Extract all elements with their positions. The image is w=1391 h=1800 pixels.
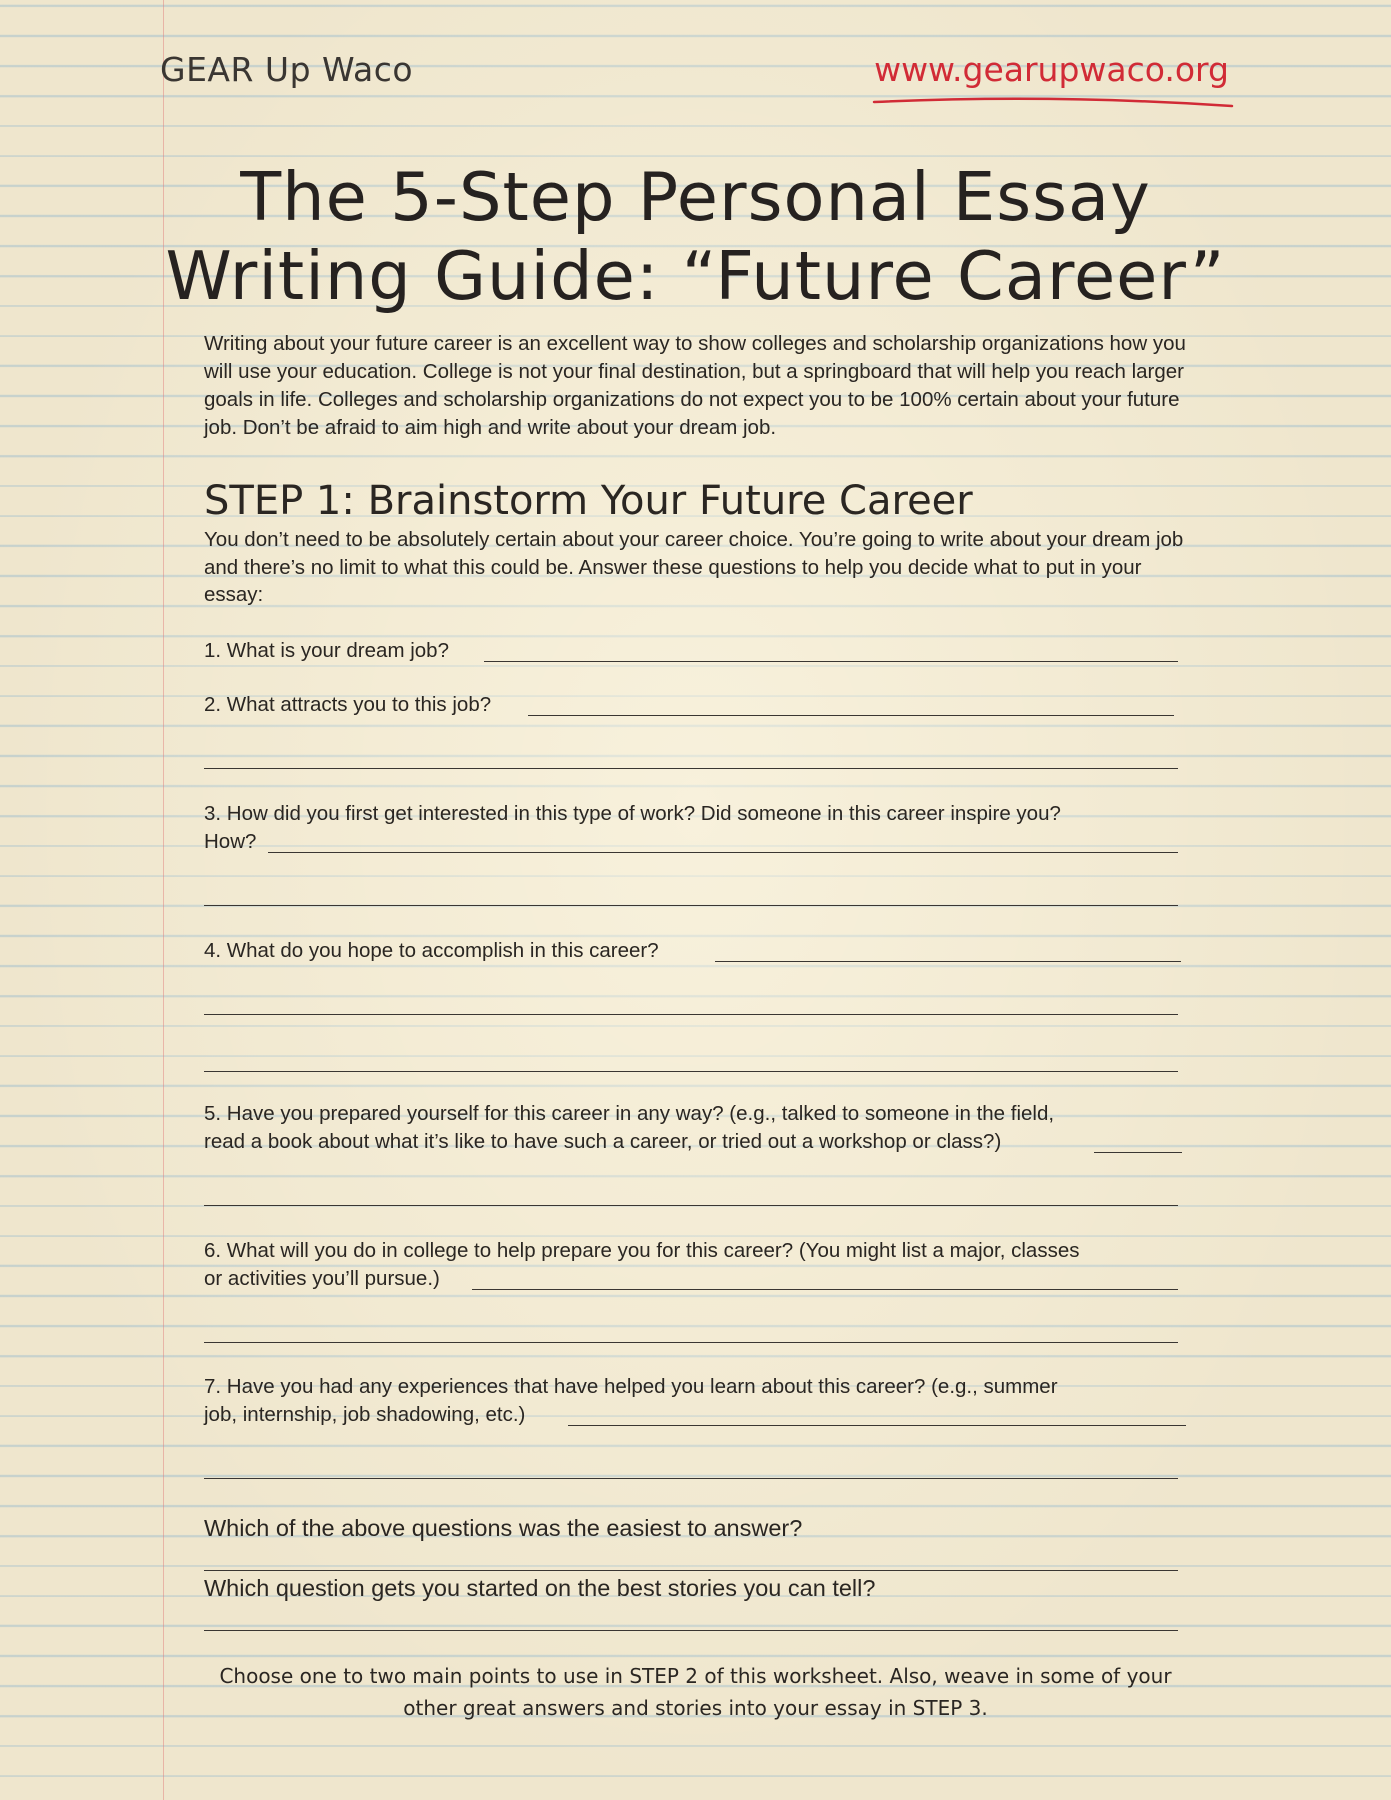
- summary-question-best-stories: Which question gets you started on the best stories you can tell?: [204, 1575, 876, 1601]
- question-4: 4. What do you hope to accomplish in this career?: [204, 939, 659, 962]
- footer-line-1: Choose one to two main points to use in STEP 2 of this worksheet. Also, weave in some of your: [219, 1664, 1172, 1688]
- question-6-line-1: 6. What will you do in college to help prepare you for this career? (You might list a major, classes: [204, 1239, 1080, 1262]
- answer-line-2b[interactable]: [204, 768, 1178, 769]
- answer-line-4b[interactable]: [204, 1014, 1178, 1015]
- question-6-line-2: or activities you’ll pursue.): [204, 1267, 440, 1290]
- step1-intro: You don’t need to be absolutely certain about your career choice. You’re going to write about your dream job and there’s no limit to what this could be. Answer these questions to help you decide what to put in your essay:: [204, 528, 1184, 606]
- answer-line-6b[interactable]: [204, 1342, 1178, 1343]
- answer-line-4a[interactable]: [715, 961, 1181, 962]
- answer-line-5a[interactable]: [1094, 1152, 1182, 1153]
- answer-line-7a[interactable]: [568, 1425, 1186, 1426]
- question-7-line-1: 7. Have you had any experiences that have helped you learn about this career? (e.g., summer: [204, 1375, 1058, 1398]
- answer-line-easiest[interactable]: [204, 1570, 1178, 1571]
- title-line-1: The 5-Step Personal Essay: [240, 158, 1151, 236]
- answer-line-5b[interactable]: [204, 1205, 1178, 1206]
- website-link[interactable]: www.gearupwaco.org: [874, 50, 1229, 89]
- question-5-line-1: 5. Have you prepared yourself for this career in any way? (e.g., talked to someone in the field,: [204, 1102, 1055, 1125]
- question-1: 1. What is your dream job?: [204, 639, 449, 662]
- summary-question-easiest: Which of the above questions was the easiest to answer?: [204, 1515, 803, 1541]
- question-7-line-2: job, internship, job shadowing, etc.): [204, 1403, 526, 1426]
- answer-line-1[interactable]: [484, 661, 1178, 662]
- title-line-2: Writing Guide: “Future Career”: [165, 237, 1226, 315]
- answer-line-7b[interactable]: [204, 1478, 1178, 1479]
- question-3-line-2: How?: [204, 830, 257, 853]
- step1-heading: STEP 1: Brainstorm Your Future Career: [204, 478, 973, 524]
- intro-paragraph: Writing about your future career is an excellent way to show colleges and scholarship organizations how you will use your education. College is not your final destination, but a springboard that will help you reach larger goals in life. Colleges and scholarship organizations do not expect you to be 100% certain about your future job. Don’t be afraid to aim high and write about your dream job.: [204, 332, 1186, 439]
- answer-line-best-stories[interactable]: [204, 1630, 1178, 1631]
- page-title: [150, 158, 1241, 316]
- org-name: GEAR Up Waco: [160, 50, 414, 89]
- footer-line-2: other great answers and stories into your essay in STEP 3.: [403, 1696, 988, 1720]
- question-2: 2. What attracts you to this job?: [204, 693, 492, 716]
- answer-line-3a[interactable]: [268, 852, 1178, 853]
- website-underline: [872, 96, 1234, 110]
- answer-line-4c[interactable]: [204, 1071, 1178, 1072]
- question-5-line-2: read a book about what it’s like to have such a career, or tried out a workshop or class?): [204, 1130, 1002, 1153]
- footer-instructions: [180, 1660, 1211, 1724]
- answer-line-6a[interactable]: [472, 1289, 1178, 1290]
- answer-line-3b[interactable]: [204, 905, 1178, 906]
- question-3-line-1: 3. How did you first get interested in this type of work? Did someone in this career inspire you?: [204, 802, 1061, 825]
- answer-line-2a[interactable]: [528, 715, 1174, 716]
